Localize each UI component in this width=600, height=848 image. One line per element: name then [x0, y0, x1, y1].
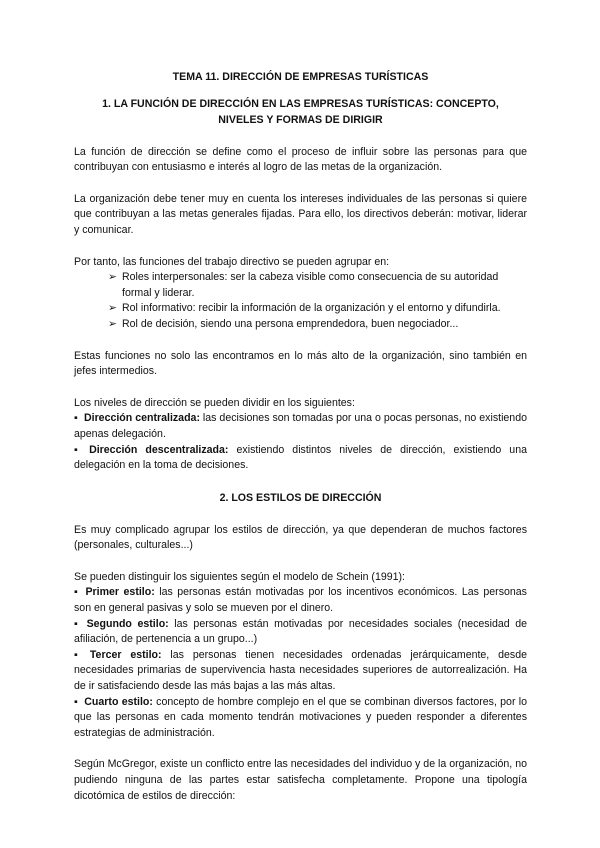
function-text: Rol de decisión, siendo una persona emprendedora, buen negociador...	[122, 317, 459, 330]
paragraph-levels-intro: Los niveles de dirección se pueden dividir en los siguientes:	[74, 396, 355, 409]
level-text: las decisiones son tomadas por una o pocas personas, no existiendo apenas delegación.	[74, 412, 527, 440]
level-term: Dirección centralizada:	[83, 412, 200, 425]
section-1-heading	[74, 96, 527, 128]
style-term: Segundo estilo:	[86, 617, 169, 630]
list-item	[108, 270, 527, 301]
arrow-bullet-icon: ➢	[108, 317, 117, 330]
paragraph-intermediate: Estas funciones no solo las encontramos en lo más alto de la organización, sino también en jefes intermedios.	[74, 349, 527, 378]
list-item	[74, 585, 527, 616]
list-item	[108, 317, 527, 333]
function-text: Roles interpersonales: ser la cabeza visible como consecuencia de su autoridad formal y liderar.	[122, 271, 499, 299]
style-text: las personas están motivadas por necesidades sociales (necesidad de afiliación, de pertenencia a un grupo...)	[74, 617, 527, 646]
section-1-heading-line-1: 1. LA FUNCIÓN DE DIRECCIÓN EN LAS EMPRESAS TURÍSTICAS: CONCEPTO,	[102, 97, 499, 110]
section-1-heading-line-2: NIVELES Y FORMAS DE DIRIGIR	[218, 113, 383, 126]
paragraph-organization: La organización debe tener muy en cuenta los intereses individuales de las personas si quiere que contribuyan a las metas generales fijadas. Para ello, los directivos deberán: motivar, liderar y comunicar.	[74, 192, 527, 236]
function-text: Rol informativo: recibir la información de la organización y el entorno y difundirla.	[122, 302, 501, 315]
list-item	[74, 695, 527, 742]
styles-list	[74, 585, 527, 741]
style-text: las personas están motivadas por los incentivos económicos. Las personas son en general pasivas y solo se mueven por el dinero.	[74, 586, 527, 615]
style-text: las personas tienen necesidades ordenadas jerárquicamente, desde necesidades primarias de supervivencia hasta necesidades superiores de autorrealización. Ha de ir satisfaciendo desde las más bajas a las más altas.	[74, 648, 527, 693]
list-item	[74, 617, 527, 648]
list-item	[74, 443, 527, 474]
document-page	[74, 70, 527, 820]
list-item	[74, 411, 527, 442]
paragraph-complicated: Es muy complicado agrupar los estilos de dirección, ya que dependeran de muchos factores (personales, culturales...)	[74, 523, 527, 552]
functions-list	[74, 270, 527, 332]
level-text: existiendo distintos niveles de dirección, existiendo una delegación en la toma de decisiones.	[74, 443, 527, 472]
square-bullet-icon: ▪	[74, 617, 78, 630]
style-text: concepto de hombre complejo en el que se combinan diversos factores, por lo que las personas en cada momento tendrán motivaciones y pueden responder a diferentes estrategias de administración.	[74, 695, 527, 739]
square-bullet-icon: ▪	[74, 648, 78, 661]
list-item	[108, 301, 527, 317]
levels-list	[74, 411, 527, 473]
style-term: Tercer estilo:	[89, 648, 162, 661]
arrow-bullet-icon: ➢	[108, 271, 117, 284]
style-term: Cuarto estilo:	[84, 695, 153, 708]
square-bullet-icon: ▪	[74, 443, 78, 456]
paragraph-mcgregor: Según McGregor, existe un conflicto entre las necesidades del individuo y de la organización, no pudiendo ninguna de las partes estar satisfecha completamente. Propone una tipología dicotómica de estilos de dirección:	[74, 758, 527, 802]
paragraph-schein-intro: Se pueden distinguir los siguientes según el modelo de Schein (1991):	[74, 570, 405, 583]
style-term: Primer estilo:	[85, 586, 155, 599]
section-2-heading: 2. LOS ESTILOS DE DIRECCIÓN	[219, 491, 382, 504]
square-bullet-icon: ▪	[74, 695, 78, 708]
paragraph-definition: La función de dirección se define como el proceso de influir sobre las personas para que contribuyan con entusiasmo e interés al logro de las metas de la organización.	[74, 145, 527, 174]
square-bullet-icon: ▪	[74, 412, 78, 425]
level-term: Dirección descentralizada:	[89, 443, 229, 456]
paragraph-functions-intro: Por tanto, las funciones del trabajo directivo se pueden agrupar en:	[74, 255, 390, 268]
document-title: TEMA 11. DIRECCIÓN DE EMPRESAS TURÍSTICAS	[172, 71, 429, 83]
list-item	[74, 648, 527, 695]
arrow-bullet-icon: ➢	[108, 302, 117, 315]
square-bullet-icon: ▪	[74, 586, 78, 599]
